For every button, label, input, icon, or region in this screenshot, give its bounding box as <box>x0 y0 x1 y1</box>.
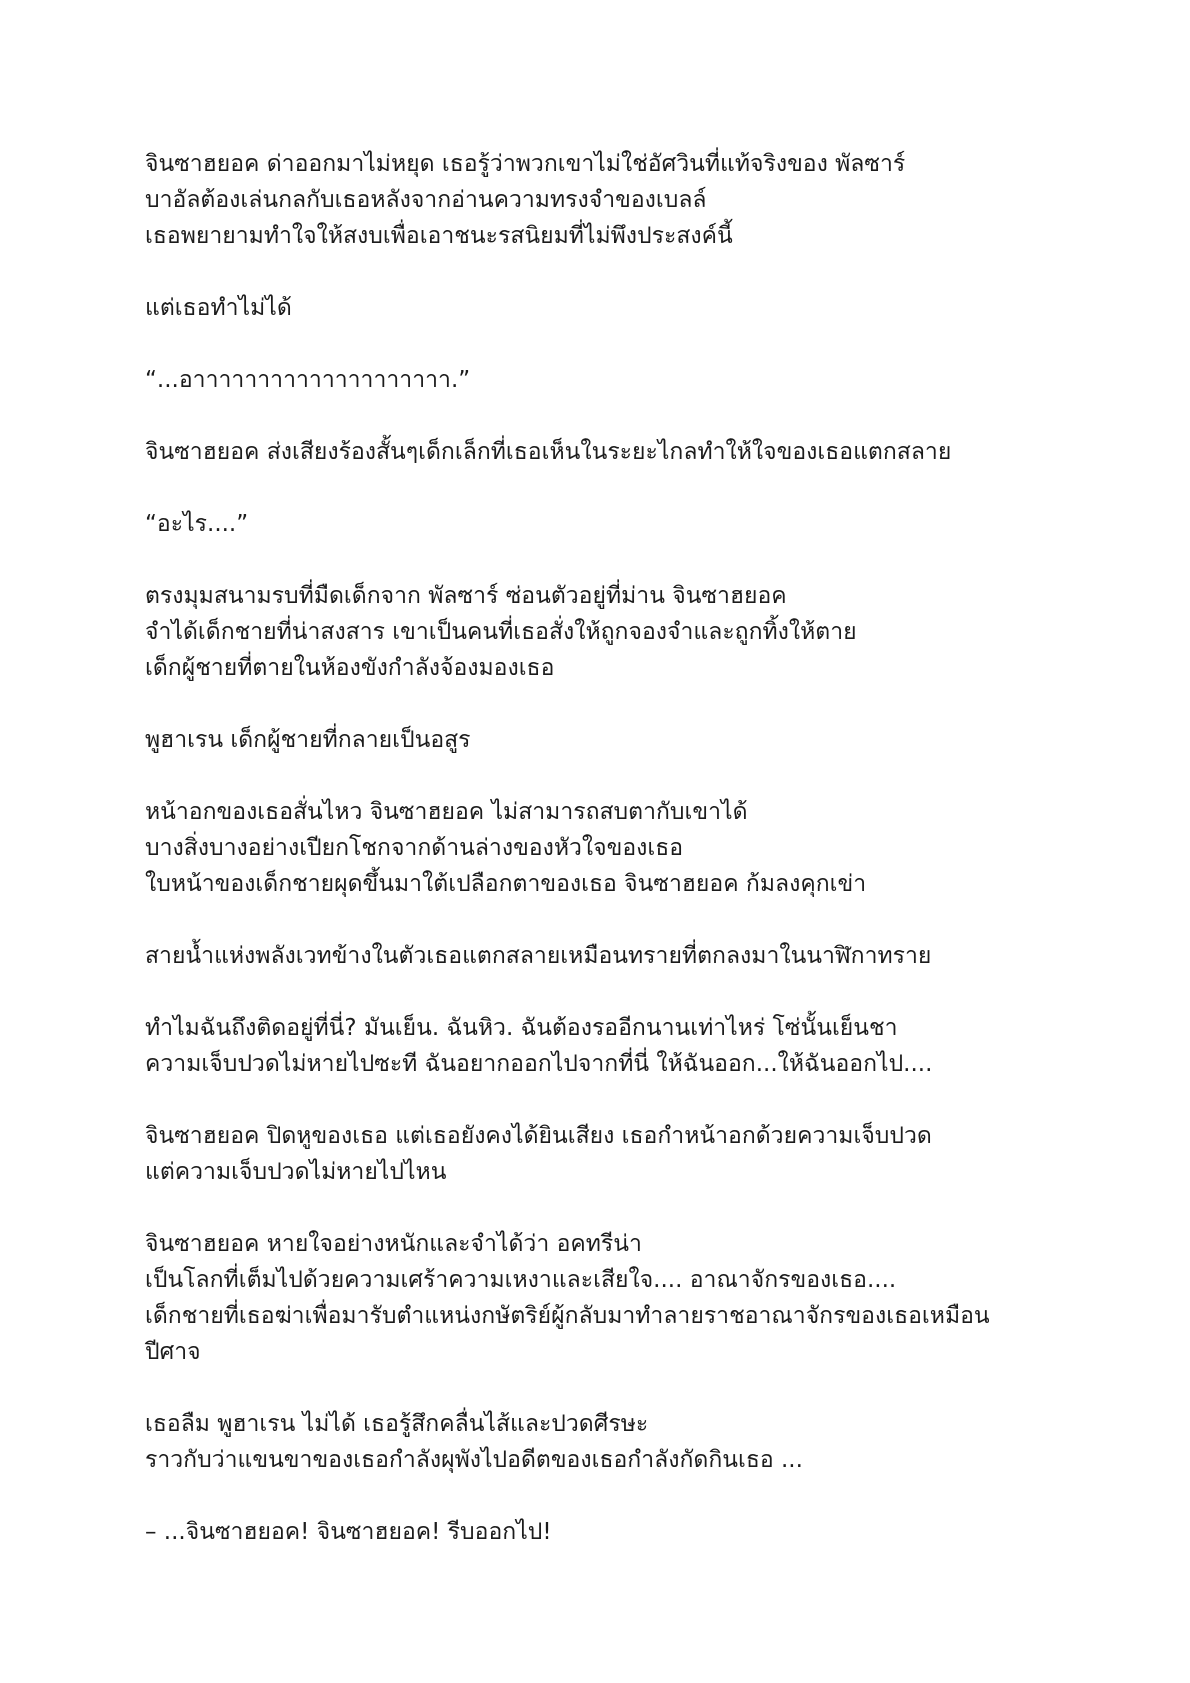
paragraph-8 <box>145 794 1065 902</box>
text-line: จินซาฮยอค ปิดหูของเธอ แต่เธอยังคงได้ยินเสียง เธอกำหน้าอกด้วยความเจ็บปวด <box>145 1123 932 1149</box>
text-line: ตรงมุมสนามรบที่มืดเด็กจาก พัลซาร์ ซ่อนตัวอยู่ที่ม่าน จินซาฮยอค <box>145 583 787 609</box>
paragraph-3 <box>145 362 1065 398</box>
text-line: บางสิ่งบางอย่างเปียกโชกจากด้านล่างของหัวใจของเธอ <box>145 835 684 861</box>
text-line: ใบหน้าของเด็กชายผุดขึ้นมาใต้เปลือกตาของเธอ จินซาฮยอค ก้มลงคุกเข่า <box>145 871 867 897</box>
paragraph-14 <box>145 1514 1065 1550</box>
text-line: ความเจ็บปวดไม่หายไปซะที ฉันอยากออกไปจากที่นี่ ให้ฉันออก...ให้ฉันออกไป.... <box>145 1051 933 1077</box>
text-line: บาอัลต้องเล่นกลกับเธอหลังจากอ่านความทรงจำของเบลล์ <box>145 187 707 213</box>
paragraph-2 <box>145 290 1065 326</box>
text-line: ราวกับว่าแขนขาของเธอกำลังผุพังไปอดีตของเธอกำลังกัดกินเธอ ... <box>145 1447 803 1473</box>
paragraph-13 <box>145 1406 1065 1478</box>
text-line: “อะไร....” <box>145 511 249 537</box>
paragraph-5 <box>145 506 1065 542</box>
paragraph-12 <box>145 1226 1065 1370</box>
text-line: จินซาฮยอค ส่งเสียงร้องสั้นๆเด็กเล็กที่เธอเห็นในระยะไกลทำให้ใจของเธอแตกสลาย <box>145 439 952 465</box>
text-line: – ...จินซาฮยอค! จินซาฮยอค! รีบออกไป! <box>145 1519 552 1545</box>
text-line: จินซาฮยอค ด่าออกมาไม่หยุด เธอรู้ว่าพวกเขาไม่ใช่อัศวินที่แท้จริงของ พัลซาร์ <box>145 151 906 177</box>
text-line: เธอพยายามทำใจให้สงบเพื่อเอาชนะรสนิยมที่ไม่พึงประสงค์นี้ <box>145 223 733 249</box>
text-line: เป็นโลกที่เต็มไปด้วยความเศร้าความเหงาและเสียใจ.... อาณาจักรของเธอ.... <box>145 1267 897 1293</box>
text-line: เด็กชายที่เธอฆ่าเพื่อมารับตำแหน่งกษัตริย์ผู้กลับมาทำลายราชอาณาจักรของเธอเหมือน <box>145 1303 990 1329</box>
text-line: ทำไมฉันถึงติดอยู่ที่นี่? มันเย็น. ฉันหิว. ฉันต้องรออีกนานเท่าไหร่ โซ่นั้นเย็นชา <box>145 1015 898 1041</box>
text-line: เด็กผู้ชายที่ตายในห้องขังกำลังจ้องมองเธอ <box>145 655 555 681</box>
text-line: หน้าอกของเธอสั่นไหว จินซาฮยอค ไม่สามารถสบตากับเขาได้ <box>145 799 748 825</box>
text-line: จำได้เด็กชายที่น่าสงสาร เขาเป็นคนที่เธอสั่งให้ถูกจองจำและถูกทิ้งให้ตาย <box>145 619 857 645</box>
text-line: แต่ความเจ็บปวดไม่หายไปไหน <box>145 1159 447 1185</box>
story-text <box>145 146 1065 1586</box>
paragraph-1 <box>145 146 1065 254</box>
paragraph-6 <box>145 578 1065 686</box>
text-line: ปีศาจ <box>145 1339 201 1365</box>
text-line: จินซาฮยอค หายใจอย่างหนักและจำได้ว่า อคทรีน่า <box>145 1231 642 1257</box>
text-line: แต่เธอทำไม่ได้ <box>145 295 292 321</box>
paragraph-9 <box>145 938 1065 974</box>
text-line: “...อาาาาาาาาาาาาาาาาาาาา.” <box>145 367 471 393</box>
paragraph-7 <box>145 722 1065 758</box>
text-line: เธอลืม พูฮาเรน ไม่ได้ เธอรู้สึกคลื่นไส้และปวดศีรษะ <box>145 1411 649 1437</box>
paragraph-4 <box>145 434 1065 470</box>
text-line: สายน้ำแห่งพลังเวทข้างในตัวเธอแตกสลายเหมือนทรายที่ตกลงมาในนาฬิกาทราย <box>145 943 932 969</box>
paragraph-10 <box>145 1010 1065 1082</box>
paragraph-11 <box>145 1118 1065 1190</box>
text-line: พูฮาเรน เด็กผู้ชายที่กลายเป็นอสูร <box>145 727 471 753</box>
